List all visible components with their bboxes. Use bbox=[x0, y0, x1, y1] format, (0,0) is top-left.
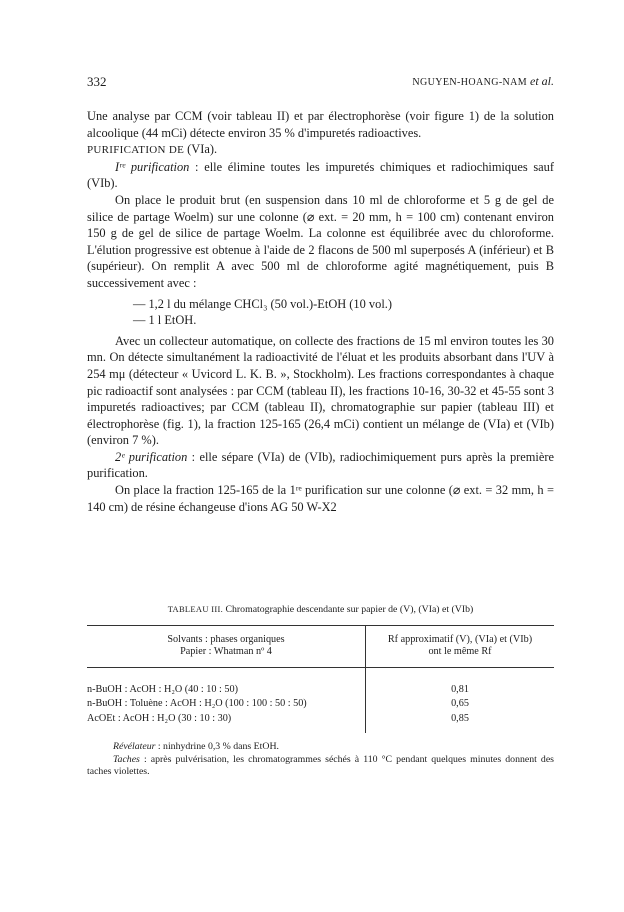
table-note-revelateur bbox=[87, 741, 554, 754]
table-header-solvents bbox=[87, 625, 366, 667]
elution-list-item: — 1 l EtOH. bbox=[133, 313, 197, 328]
header-rf-line2: ont le même Rf bbox=[428, 646, 492, 657]
first-purification-intro bbox=[87, 159, 554, 192]
rf-cell: 0,85 bbox=[366, 712, 555, 734]
elution-list bbox=[87, 296, 554, 329]
running-head bbox=[412, 74, 554, 89]
table-header-rf bbox=[366, 625, 555, 667]
rf-cell: 0,81 bbox=[366, 667, 555, 697]
solvent-cell: AcOEt : AcOH : H₂O (30 : 10 : 30) bbox=[87, 712, 232, 724]
first-purification-label: Iʳᵉ purification bbox=[115, 159, 190, 174]
rf-cell: 0,65 bbox=[366, 697, 555, 712]
page-header bbox=[87, 74, 554, 92]
table-iii bbox=[87, 603, 554, 779]
table-caption bbox=[87, 603, 554, 617]
article-body bbox=[87, 108, 554, 515]
table-row bbox=[87, 667, 554, 697]
header-rf-line1: Rf approximatif (V), (VIa) et (VIb) bbox=[387, 633, 533, 645]
column-procedure-paragraph: On place le produit brut (en suspension dans 10 ml de chloroforme et 5 g de gel de silice de partage Woelm) sur une colonne (⌀ ext. = 20 mm, h = 100 cm) contenant environ 150 g de gel de silice de partage Woelm. La colonne est équilibrée avec du chloroforme. L'élution progressive est obtenue à l'aide de 2 flacons de 500 ml superposés A (inférieur) et B (supérieur). On remplit A avec 500 ml de chloroforme agité magnétiquement, puis B successivement avec : bbox=[87, 192, 554, 290]
elution-list-item: — 1,2 l du mélange CHCl₃ (50 vol.)-EtOH (10 vol.) bbox=[133, 296, 392, 311]
header-paper-line2: Papier : Whatman nº 4 bbox=[180, 646, 272, 657]
page-number: 332 bbox=[87, 74, 107, 89]
solvent-cell: n-BuOH : Toluène : AcOH : H₂O (100 : 100 : 50 : 50) bbox=[87, 698, 307, 709]
second-purification-intro bbox=[87, 449, 554, 482]
intro-paragraph: Une analyse par CCM (voir tableau II) et par électrophorèse (voir figure 1) de la solution alcoolique (44 mCi) détecte environ 35 % d'impuretés radioactives. bbox=[87, 109, 554, 140]
table-row bbox=[87, 697, 554, 712]
table-caption-text: Chromatographie descendante sur papier de (V), (VIa) et (VIb) bbox=[225, 604, 474, 615]
second-purification-text: : elle sépare (VIa) de (VIb), radiochimiquement purs après la première purification. bbox=[87, 449, 554, 481]
section-heading bbox=[87, 141, 554, 159]
section-compound: (VIa). bbox=[187, 142, 218, 157]
solvent-cell: n-BuOH : AcOH : H₂O (40 : 10 : 50) bbox=[87, 683, 238, 695]
chromatography-table bbox=[87, 625, 554, 734]
fraction-collection-paragraph: Avec un collecteur automatique, on collecte des fractions de 15 ml environ toutes les 30 mn. On détecte simultanément la radioactivité de l'éluat et les produits absorbant dans l'UV à 254 mμ (détecteur « Uvicord L. K. B. », Stockholm). Les fractions correspondantes à chaque pic radioactif sont analysées : par CCM (tableau II), les fractions 10-16, 30-32 et 45-55 sont 3 impuretés radioactives; par CCM (tableau II), chromatographie sur papier (tableau III) et électrophorèse (fig. 1), la fraction 125-165 (26,4 mCi) contient un mélange de (VIa) et (VIb) (environ 7 %). bbox=[87, 333, 554, 448]
note-text: : ninhydrine 0,3 % dans EtOH. bbox=[155, 741, 279, 752]
note-text: : après pulvérisation, les chromatogrammes séchés à 110 °C pendant quelques minutes donnent des taches violettes. bbox=[87, 753, 554, 777]
running-head-authors: NGUYEN-HOANG-NAM bbox=[412, 77, 528, 88]
header-solvents-line1: Solvants : phases organiques bbox=[167, 633, 285, 645]
second-purification-label: 2ᵉ purification bbox=[115, 449, 188, 464]
table-header-row bbox=[87, 625, 554, 667]
note-label: Révélateur bbox=[113, 741, 156, 752]
note-label: Taches bbox=[113, 753, 140, 765]
first-purification-text: : elle élimine toutes les impuretés chimiques et radiochimiques sauf (VIb). bbox=[87, 159, 554, 191]
second-purification-paragraph: On place la fraction 125-165 de la 1ʳᵉ purification sur une colonne (⌀ ext. = 32 mm, h = 140 cm) de résine échangeuse d'ions AG 50 W-X2 bbox=[87, 483, 554, 514]
running-head-suffix: et al. bbox=[530, 74, 554, 88]
table-caption-label: TABLEAU III. bbox=[167, 604, 224, 614]
table-note-taches bbox=[87, 754, 554, 779]
table-row bbox=[87, 712, 554, 734]
table-notes bbox=[87, 741, 554, 779]
section-title: PURIFICATION DE bbox=[87, 144, 185, 157]
